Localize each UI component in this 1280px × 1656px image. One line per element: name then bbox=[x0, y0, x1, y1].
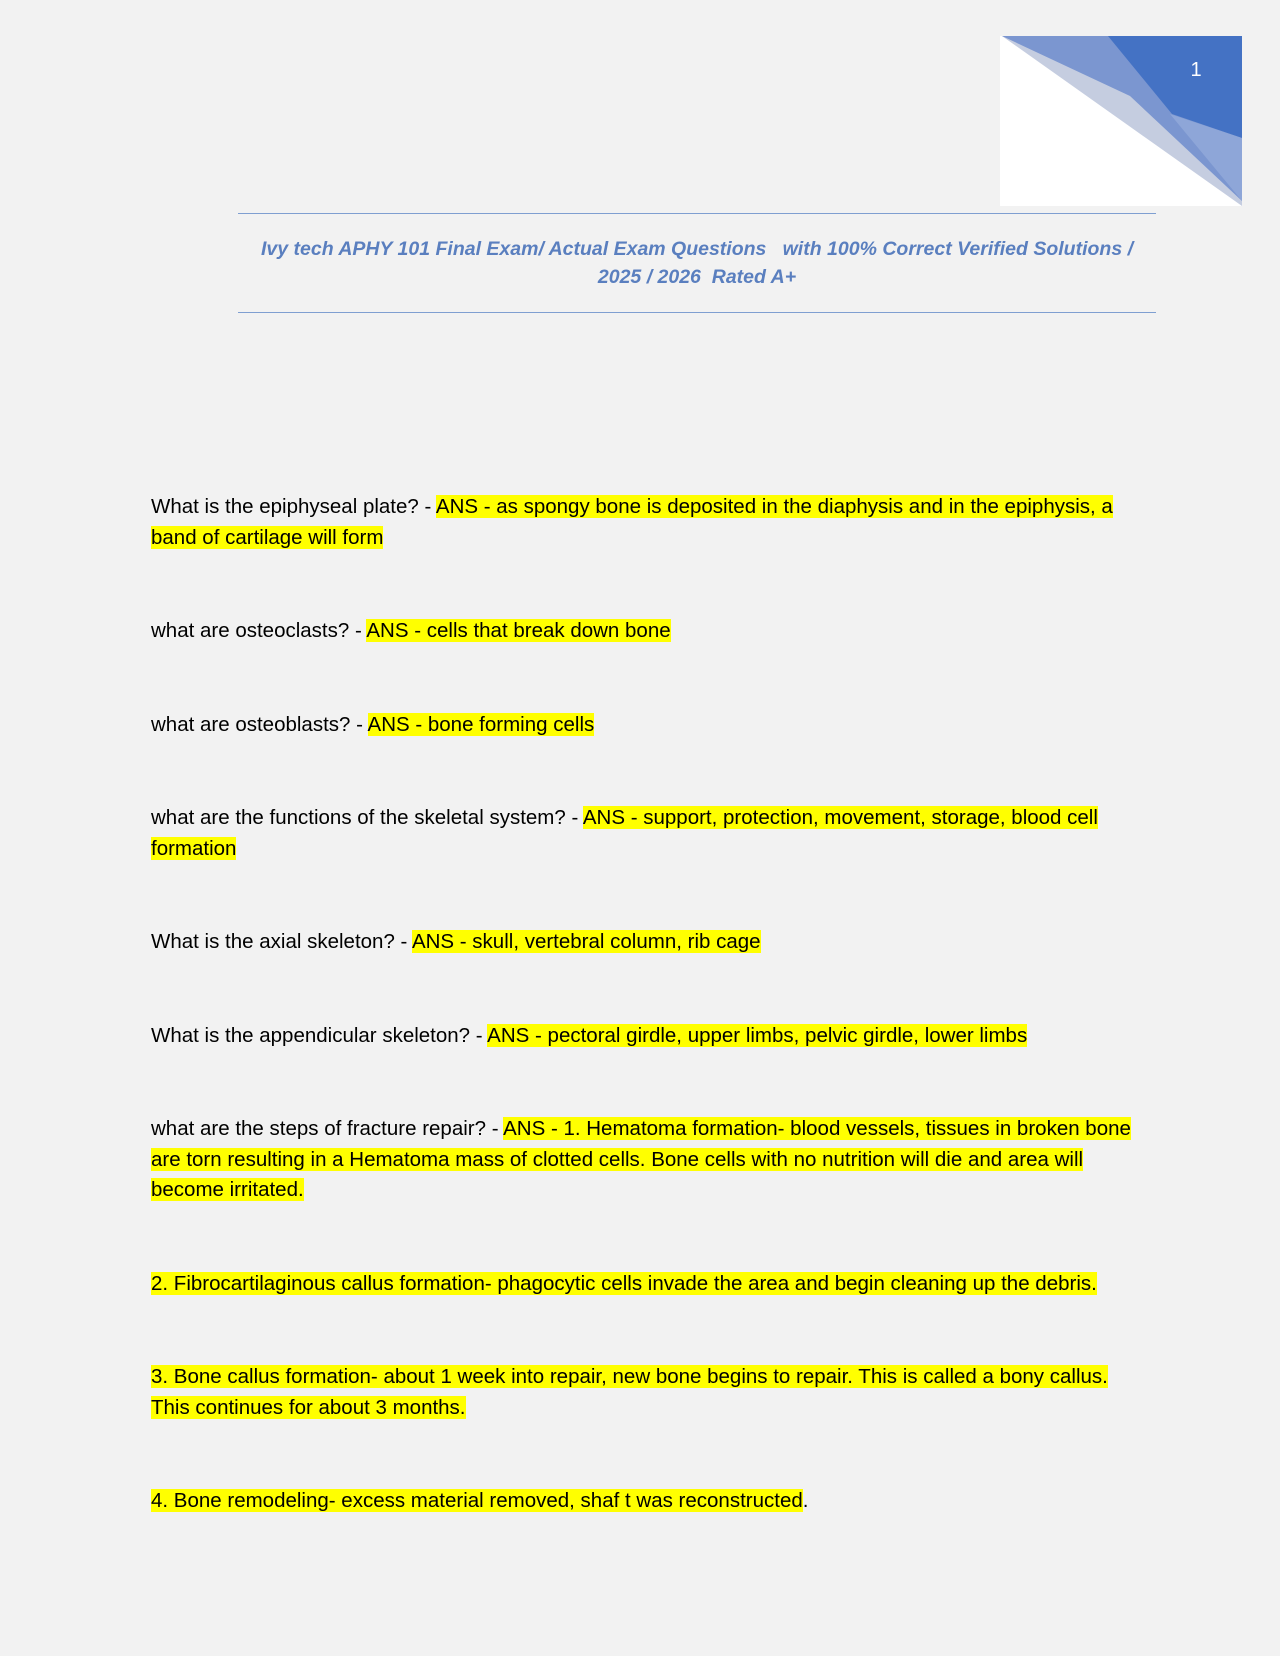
fracture-step-4 bbox=[151, 1486, 1131, 1517]
header-bottom-rule bbox=[238, 312, 1156, 313]
answer-text: ANS - support, protection, movement, storage, blood cell formation bbox=[151, 806, 1098, 860]
step-text: 2. Fibrocartilaginous callus formation- phagocytic cells invade the area and begin cleaning up the debris. bbox=[151, 1271, 1097, 1295]
header-top-rule bbox=[238, 213, 1156, 214]
qa-item-skeletal-functions bbox=[151, 803, 1131, 864]
question-text: what are the steps of fracture repair? - bbox=[151, 1117, 504, 1140]
fracture-step-2 bbox=[151, 1269, 1131, 1300]
question-text: what are osteoclasts? - bbox=[151, 619, 367, 642]
question-text: What is the axial skeleton? - bbox=[151, 930, 412, 953]
document-title: Ivy tech APHY 101 Final Exam/ Actual Exam Questions with 100% Correct Verified Solutions / 2025 / 2026 Rated A+ bbox=[261, 238, 1139, 288]
page-number: 1 bbox=[1190, 59, 1202, 81]
question-text: what are osteoblasts? - bbox=[151, 712, 368, 736]
step-tail: . bbox=[802, 1489, 809, 1512]
qa-item-appendicular-skeleton bbox=[151, 1021, 1131, 1052]
question-text: what are the functions of the skeletal system? - bbox=[151, 806, 583, 829]
qa-item-osteoclasts bbox=[151, 616, 1131, 647]
fracture-step-3 bbox=[151, 1362, 1131, 1423]
qa-item-axial-skeleton bbox=[151, 927, 1131, 958]
answer-text: ANS - skull, vertebral column, rib cage bbox=[411, 930, 761, 953]
answer-text: ANS - bone forming cells bbox=[367, 712, 595, 736]
question-text: What is the epiphyseal plate? - bbox=[151, 495, 436, 518]
qa-list bbox=[151, 492, 1131, 1580]
answer-text: ANS - 1. Hematoma formation- blood vessels, tissues in broken bone are torn resulting in a Hematoma mass of clotted cells. Bone cells with no nutrition will die and area will become irritated. bbox=[151, 1117, 1131, 1201]
qa-item-epiphyseal-plate bbox=[151, 492, 1131, 553]
question-text: What is the appendicular skeleton? - bbox=[151, 1023, 488, 1047]
qa-item-fracture-repair bbox=[151, 1114, 1131, 1206]
answer-text: ANS - cells that break down bone bbox=[366, 619, 671, 642]
step-text: 4. Bone remodeling- excess material removed, shaf t was reconstructed bbox=[151, 1489, 803, 1512]
qa-item-osteoblasts bbox=[151, 710, 1131, 741]
answer-text: ANS - as spongy bone is deposited in the diaphysis and in the epiphysis, a band of cartilage will form bbox=[151, 495, 1113, 549]
answer-text: ANS - pectoral girdle, upper limbs, pelvic girdle, lower limbs bbox=[487, 1023, 1028, 1047]
step-text: 3. Bone callus formation- about 1 week into repair, new bone begins to repair. This is called a bony callus. This continues for about 3 months. bbox=[151, 1365, 1108, 1419]
